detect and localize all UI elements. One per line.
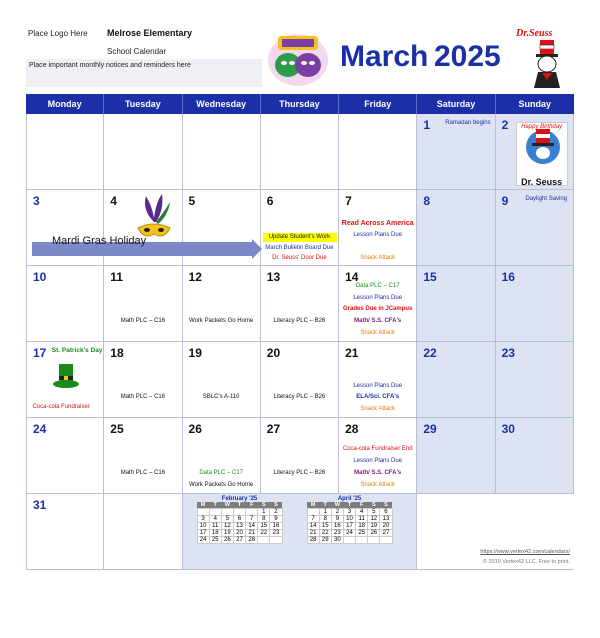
mini-head: S [371,502,376,508]
mini-head: F [249,502,254,508]
day-cell-20 [261,342,339,417]
day-number: 9 [501,194,509,208]
day-cell-19 [183,342,261,417]
mini-day [233,509,245,516]
mini-day: 13 [380,516,392,523]
mini-day: 21 [246,530,258,537]
day-number: 7 [345,194,352,208]
mini-day: 6 [233,516,245,523]
mini-head: S [261,502,266,508]
mini-day: 24 [197,537,209,544]
event-work-packets: Work Packets Go Home [189,318,254,324]
day-number: 19 [188,346,202,360]
weekday-friday: Friday [339,94,417,114]
mini-head: S [384,502,388,508]
day-cell-empty [104,494,182,569]
mini-cal-title: April '25 [337,496,362,502]
mini-day: 17 [197,530,209,537]
event-snack-attack: Snack Attack [360,255,396,261]
mini-day: 6 [380,509,392,516]
day-cell-22 [417,342,495,417]
school-name: Melrose Elementary [107,28,193,38]
mini-day [246,509,258,516]
day-cell-empty [339,114,417,189]
event-ela-sci-cfa: ELA/Sci. CFA's [356,394,400,400]
mini-day: 25 [356,530,368,537]
event-update-work: Update Student's Work [268,234,331,240]
leprechaun-hat-icon [53,362,79,392]
week-row [26,190,574,266]
mini-day: 19 [368,523,380,530]
notice-box [26,59,262,87]
mini-day: 10 [197,523,209,530]
day-number: 24 [33,422,47,436]
mini-day: 5 [221,516,233,523]
mini-day: 16 [270,523,282,530]
mini-day: 22 [258,530,270,537]
event-ramadan: Ramadan begins [445,120,491,126]
svg-text:Dr.Seuss: Dr.Seuss [516,28,553,39]
day-number: 5 [188,194,196,208]
mini-day: 18 [209,530,221,537]
mini-day: 15 [319,523,331,530]
day-number: 16 [501,270,515,284]
event-grades-due: Grades Due in JCampus [343,306,413,312]
mini-day: 7 [246,516,258,523]
event-math-plc: Math PLC – C16 [120,394,166,400]
mini-day [368,537,380,544]
mini-head: T [213,502,217,508]
mini-day [270,537,282,544]
day-number: 18 [110,346,124,360]
mini-day [221,509,233,516]
day-number: 27 [266,422,281,436]
mini-day: 2 [270,509,282,516]
mini-day: 23 [270,530,282,537]
week-row [26,418,574,494]
mini-day: 8 [258,516,270,523]
mini-day: 14 [307,523,319,530]
day-number: 2 [501,118,509,132]
day-number: 28 [345,422,359,436]
event-lesson-plans: Lesson Plans Due [353,383,403,389]
day-cell-29 [417,418,495,493]
mini-day [258,537,270,544]
mini-calendar-february [197,496,283,544]
day-cell-25 [104,418,182,493]
event-read-across: Read Across America [341,220,414,227]
mini-day: 9 [270,516,282,523]
day-cell-13 [261,266,339,341]
mini-day: 8 [319,516,331,523]
mini-day: 26 [221,537,233,544]
day-cell-26 [183,418,261,493]
weekday-saturday: Saturday [417,94,495,114]
event-sblc: SBLC's A-110 [202,394,240,400]
mini-day: 1 [319,509,331,516]
mini-day: 19 [221,530,233,537]
dr-seuss-birthday-image [516,122,568,186]
footer-area [417,494,574,569]
week-row [26,342,574,418]
event-math-ss-cfa: Math/ S.S. CFA's [354,318,402,324]
mini-day: 13 [233,523,245,530]
mini-day [356,537,368,544]
mini-day: 20 [233,530,245,537]
mini-day [197,509,209,516]
weekday-tuesday: Tuesday [104,94,182,114]
day-number: 26 [188,422,202,436]
calendar-grid [26,94,574,570]
weekday-wednesday: Wednesday [183,94,261,114]
mini-calendars-area [183,494,418,569]
mini-day: 3 [197,516,209,523]
mini-day: 3 [343,509,355,516]
event-math-ss-cfa: Math/ S.S. CFA's [354,470,402,476]
day-cell-17 [26,342,104,417]
weekday-header [26,94,574,114]
mini-cal-table [307,502,393,544]
day-cell-21 [339,342,417,417]
mini-day: 28 [307,537,319,544]
day-cell-12 [183,266,261,341]
weekday-thursday: Thursday [261,94,339,114]
mini-day: 29 [319,537,331,544]
event-math-plc: Math PLC – C16 [120,470,166,476]
mini-day: 30 [331,537,343,544]
mini-day: 11 [209,523,221,530]
weekday-monday: Monday [26,94,104,114]
mini-day: 28 [246,537,258,544]
mini-day: 21 [307,530,319,537]
event-cocacola-end: Coca-cola Fundraiser End [342,446,413,452]
mini-day [307,509,319,516]
mini-day: 4 [356,509,368,516]
mini-day: 4 [209,516,221,523]
mini-cal-title: February '25 [221,496,258,502]
day-cell-empty [261,114,339,189]
day-number: 25 [110,422,124,436]
mini-cal-table [197,502,283,544]
month-title: March [340,40,429,73]
day-cell-10 [26,266,104,341]
mini-day: 7 [307,516,319,523]
day-cell-30 [496,418,574,493]
day-number: 12 [188,270,202,284]
mini-day: 5 [368,509,380,516]
mini-day [380,537,392,544]
day-cell-2 [496,114,574,189]
arrow-head-icon [252,239,262,259]
mini-head: T [323,502,327,508]
event-snack-attack: Snack Attack [360,330,396,336]
event-snack-attack: Snack Attack [360,482,396,488]
day-number: 6 [266,194,274,208]
mini-head: M [200,502,206,508]
day-cell-18 [104,342,182,417]
mini-day: 18 [356,523,368,530]
mini-head: S [274,502,278,508]
event-data-plc: Data PLC – C17 [199,470,244,476]
dr-seuss-cat-in-hat-icon [514,26,570,90]
mini-day: 12 [368,516,380,523]
event-lesson-plans: Lesson Plans Due [353,295,403,301]
mini-head: W [334,502,340,508]
event-snack-attack: Snack Attack [360,406,396,412]
mini-day: 27 [380,530,392,537]
mini-head: T [237,502,242,508]
event-work-packets: Work Packets Go Home [189,482,254,488]
mini-day: 2 [331,509,343,516]
notice-text: Place important monthly notices and reminders here [29,62,191,69]
event-literacy-plc: Literacy PLC – B26 [273,318,326,324]
event-daylight: Daylight Saving [525,196,568,202]
day-cell-9 [496,190,574,265]
event-lesson-plans: Lesson Plans Due [353,232,403,238]
day-cell-24 [26,418,104,493]
day-cell-11 [104,266,182,341]
mini-head: T [347,502,352,508]
mini-head: F [359,502,364,508]
mini-day: 20 [380,523,392,530]
mini-day: 15 [258,523,270,530]
day-number: 30 [501,422,515,436]
footer-copyright: © 2019 Vertex42 LLC. Free to print. [482,559,570,565]
day-cell-23 [496,342,574,417]
calendar-subtitle: School Calendar [107,47,167,56]
day-number: 22 [423,346,437,360]
day-number: 13 [266,270,281,284]
event-seuss-door: Dr. Seuss' Door Due [272,255,327,261]
day-cell-8 [417,190,495,265]
day-cell-15 [417,266,495,341]
day-number: 11 [110,270,123,284]
bday-text-2: Dr. Seuss [521,177,563,187]
week-row [26,266,574,342]
mini-day: 22 [319,530,331,537]
day-number: 4 [110,194,117,208]
mini-day: 10 [343,516,355,523]
mini-day [343,537,355,544]
mini-day: 11 [356,516,368,523]
day-cell-14 [339,266,417,341]
year-title: 2025 [434,40,501,73]
mini-day: 14 [246,523,258,530]
week-row [26,114,574,190]
mini-day: 27 [233,537,245,544]
day-cell-28 [339,418,417,493]
day-cell-1 [417,114,495,189]
day-cell-16 [496,266,574,341]
logo-placeholder: Place Logo Here [28,29,88,38]
event-math-plc: Math PLC – C16 [120,318,166,324]
mini-head: M [310,502,316,508]
mini-day: 24 [343,530,355,537]
day-number: 20 [266,346,281,360]
day-number: 10 [33,270,47,284]
day-number: 21 [345,346,359,360]
day-number: 23 [501,346,515,360]
day-number: 29 [423,422,437,436]
mini-day: 9 [331,516,343,523]
day-cell-7 [339,190,417,265]
mini-day: 25 [209,537,221,544]
event-lesson-plans: Lesson Plans Due [353,458,403,464]
mini-day: 26 [368,530,380,537]
mini-head: W [224,502,230,508]
mini-day: 23 [331,530,343,537]
day-number: 15 [423,270,437,284]
mini-day [209,509,221,516]
event-literacy-plc: Literacy PLC – B26 [273,394,326,400]
event-bulletin: March Bulletin Board Due [265,245,334,251]
mardi-gras-masks-logo [266,30,330,88]
day-number: 8 [423,194,431,208]
day-cell-6 [261,190,339,265]
event-literacy-plc: Literacy PLC – B26 [273,470,326,476]
mini-day: 16 [331,523,343,530]
weekday-sunday: Sunday [518,99,551,109]
mini-day: 1 [258,509,270,516]
day-cell-31 [26,494,104,569]
footer-url-link[interactable]: https://www.vertex42.com/calendars/ [480,549,570,555]
day-number: 3 [33,194,40,208]
mini-day: 12 [221,523,233,530]
day-number: 1 [423,118,431,132]
mini-day: 17 [343,523,355,530]
event-cocacola: Coca-cola Fundraiser [32,404,90,410]
bday-text-1: Happy Birthday [521,124,563,130]
day-number: 14 [345,270,359,284]
week-row [26,494,574,570]
mini-calendar-april [307,496,393,544]
day-cell-27 [261,418,339,493]
event-st-patrick: St. Patrick's Day [51,347,103,354]
day-cell-empty [26,114,104,189]
day-cell-empty [104,114,182,189]
day-cell-empty [183,114,261,189]
event-data-plc: Data PLC – C17 [355,283,400,289]
event-mardi-gras: Mardi Gras Holiday [52,235,147,247]
day-number: 17 [33,346,47,360]
day-number: 31 [33,498,47,512]
